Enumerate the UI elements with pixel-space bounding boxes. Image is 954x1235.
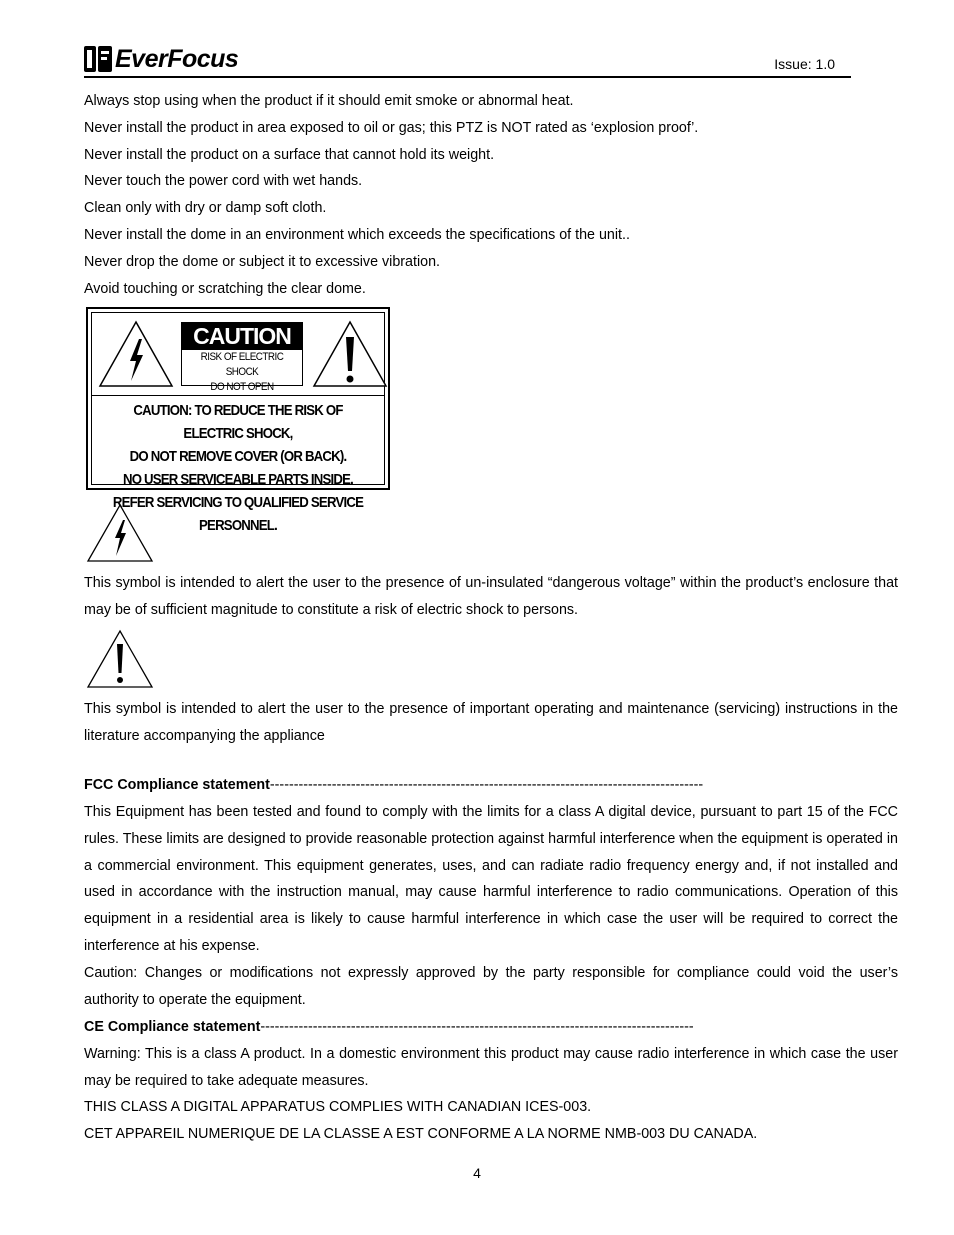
page-number: 4 bbox=[473, 1165, 481, 1181]
safety-warnings bbox=[84, 88, 898, 302]
caution-title: CAUTION bbox=[182, 323, 302, 350]
fcc-body: This Equipment has been tested and found to comply with the limits for a class A digital device, pursuant to part 15 of the FCC rules. These limits are designed to provide reasonable protection against harmful interference when the equipment is operated in a commercial environment. This equipment generates, uses, and can radiate radio frequency energy and, if not installed and used in accordance with the instruction manual, may cause harmful interference to radio communications. Operation of this equipment in a residential area is likely to cause harmful interference in which case the user will be required to correct the interference at his expense. bbox=[84, 804, 898, 954]
caution-line: REFER SERVICING TO QUALIFIED SERVICE PERSONNEL. bbox=[112, 494, 364, 534]
canada-statement-fr: CET APPAREIL NUMERIQUE DE LA CLASSE A EST CONFORME A LA NORME NMB-003 DU CANADA. bbox=[84, 1126, 758, 1142]
warning-line: Never touch the power cord with wet hands. bbox=[84, 173, 363, 190]
fcc-caution: Caution: Changes or modifications not expressly approved by the party responsible for compliance could void the user’s authority to operate the equipment. bbox=[84, 965, 898, 1008]
everfocus-logo bbox=[84, 44, 238, 74]
caution-subtitle: RISK OF ELECTRIC SHOCK bbox=[200, 351, 284, 378]
issue-number: Issue: 1.0 bbox=[774, 56, 835, 72]
caution-line: DO NOT REMOVE COVER (OR BACK). bbox=[129, 448, 347, 465]
ce-heading bbox=[84, 1014, 898, 1041]
dangerous-voltage-icon bbox=[86, 503, 154, 563]
warning-line: Never install the product in area exposed to oil or gas; this PTZ is NOT rated as ‘explosion proof’. bbox=[84, 119, 699, 136]
ce-heading-label: CE Compliance statement bbox=[84, 1019, 261, 1035]
canada-statement-en: THIS CLASS A DIGITAL APPARATUS COMPLIES WITH CANADIAN ICES-003. bbox=[84, 1099, 592, 1115]
caution-label bbox=[86, 307, 390, 534]
warning-line: Always stop using when the product if it should emit smoke or abnormal heat. bbox=[84, 93, 574, 109]
warning-line: Clean only with dry or damp soft cloth. bbox=[84, 200, 327, 217]
warning-line: Never install the product on a surface that cannot hold its weight. bbox=[84, 146, 495, 163]
warning-line: Never drop the dome or subject it to excessive vibration. bbox=[84, 253, 441, 270]
caution-subtitle: DO NOT OPEN bbox=[210, 381, 274, 393]
warning-line: Avoid touching or scratching the clear dome. bbox=[84, 280, 366, 297]
fcc-heading-dashes: ------------------------------------------------------------------------------------------- bbox=[269, 777, 704, 793]
page-header bbox=[84, 40, 851, 78]
logo-text: EverFocus bbox=[115, 44, 239, 73]
electric-shock-warning-icon bbox=[97, 319, 175, 389]
warning-line: Never install the dome in an environment which exceeds the specifications of the unit.. bbox=[84, 226, 630, 243]
attention-symbol-description: This symbol is intended to alert the user to the presence of important operating and maintenance (servicing) instructions in the literature accompanying the appliance bbox=[84, 701, 898, 744]
ce-heading-dashes: ------------------------------------------------------------------------------------------- bbox=[260, 1019, 694, 1035]
attention-exclamation-icon bbox=[86, 629, 154, 689]
caution-title-box bbox=[181, 322, 303, 393]
fcc-heading-label: FCC Compliance statement bbox=[84, 777, 270, 793]
everfocus-logo-icon bbox=[84, 44, 112, 74]
ce-warning: Warning: This is a class A product. In a domestic environment this product may cause radio interference in which case the user may be required to take adequate measures. bbox=[84, 1046, 898, 1089]
caution-line: CAUTION: TO REDUCE THE RISK OF ELECTRIC SHOCK, bbox=[133, 402, 343, 442]
exclamation-warning-icon bbox=[311, 319, 389, 389]
voltage-symbol-description: This symbol is intended to alert the user to the presence of un-insulated “dangerous voltage” within the product’s enclosure that may be of sufficient magnitude to constitute a risk of electric shock to persons. bbox=[84, 575, 898, 618]
fcc-heading bbox=[84, 772, 898, 799]
caution-line: NO USER SERVICEABLE PARTS INSIDE. bbox=[122, 471, 354, 488]
